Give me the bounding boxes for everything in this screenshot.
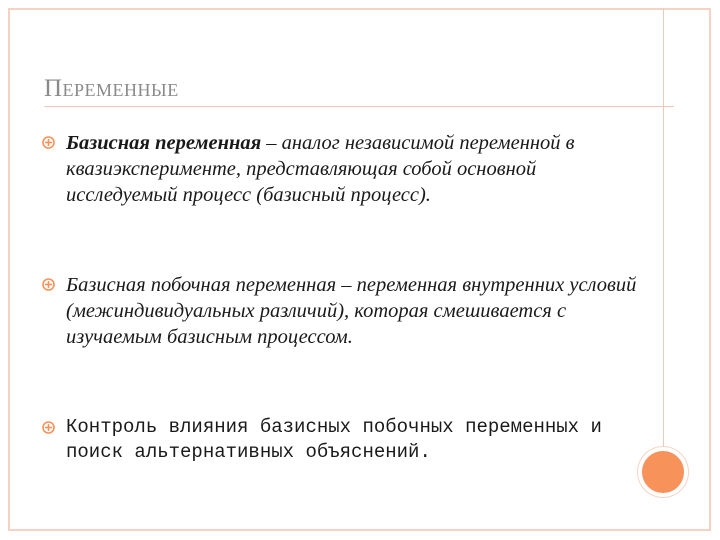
title-underline — [44, 106, 674, 107]
item-text: – аналог независимой переменной в квазиэксперименте, представляющая собой основной исследуемый процесс (базисный процесс). — [66, 132, 575, 206]
item-text: Базисная побочная переменная – переменная внутренних условий (межиндивидуальных различий), которая смешивается с изучаемым базисным процессом. — [66, 274, 637, 348]
circled-plus-icon — [42, 421, 55, 434]
circled-plus-icon — [42, 278, 55, 291]
item-text: Контроль влияния базисных побочных переменных и поиск альтернативных объяснений. — [66, 416, 602, 463]
list-item — [66, 272, 646, 350]
list-item — [66, 130, 646, 208]
slide-title: Переменные — [44, 75, 179, 102]
circled-plus-icon — [42, 136, 55, 149]
list-item — [66, 415, 646, 465]
vertical-rule — [663, 8, 664, 448]
item-term: Базисная переменная — [66, 132, 262, 154]
